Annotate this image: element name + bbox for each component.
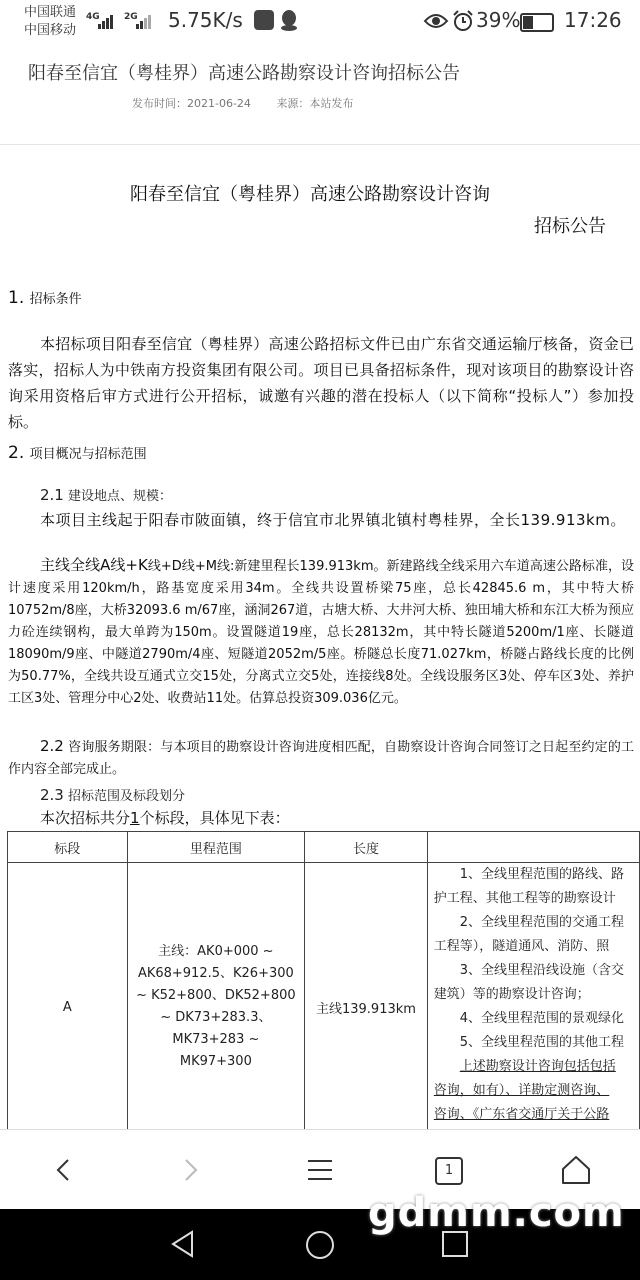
- section-1-text: 本招标项目阳春至信宜（粤桂界）高速公路招标文件已由广东省交通运输厅核备，资金已落实，招标人为中铁南方投资集团有限公司。项目已具备招标条件，现对该项目的勘察设计咨询采用资格后审方式进行公开招标，诚邀有兴趣的潜在投标人（以下简称“投标人”）参加投标。: [8, 335, 634, 431]
- cell-scope: [427, 863, 639, 1152]
- network-type-2: 2G: [124, 12, 138, 22]
- scope-line: 4、全线里程范围的景观绿化: [459, 1011, 625, 1026]
- alarm-icon: [452, 10, 474, 32]
- header-range: 里程范围: [127, 832, 305, 863]
- scope-line: 5、全线里程范围的其他工程: [459, 1035, 625, 1050]
- table-row: [8, 863, 640, 1152]
- table-header-row: [8, 832, 640, 863]
- scope-line: 1、全线里程范围的路线、路: [459, 867, 625, 882]
- scope-line: 3、全线里程沿线设施（含交: [459, 963, 625, 978]
- scope-line: 上述勘察设计咨询包括包括: [459, 1059, 616, 1074]
- nav-back-icon[interactable]: [168, 1229, 198, 1259]
- network-type-1: 4G: [86, 12, 100, 22]
- home-button[interactable]: [558, 1152, 594, 1188]
- carrier-1: 中国联通: [24, 5, 77, 20]
- status-bar: [0, 0, 640, 44]
- publish-date: 发布时间：2021-06-24: [132, 97, 251, 110]
- document-subtitle: 招标公告: [534, 216, 606, 237]
- scope-line: 护工程、其他工程等的勘察设计: [433, 891, 616, 906]
- scope-line: 咨询、《广东省交通厅关于公路: [433, 1107, 610, 1122]
- carrier-labels: [24, 4, 76, 40]
- bid-table: [7, 831, 640, 1152]
- signal-icon-1: [98, 10, 114, 29]
- cell-length: 主线139.913km: [305, 863, 428, 1152]
- tab-count: 1: [435, 1157, 463, 1185]
- article-content[interactable]: [0, 145, 640, 1129]
- section-2-1-text: 本项目主线起于阳春市陂面镇，终于信宜市北界镇北镇村粤桂界，全长139.913km。: [40, 511, 626, 529]
- cell-lot: A: [8, 863, 128, 1152]
- nav-home-icon[interactable]: [304, 1229, 336, 1261]
- eye-comfort-icon: [424, 12, 448, 30]
- clock: 17:26: [564, 8, 622, 32]
- section-2-3-text: 本次招标共分1个标段，具体见下表：: [40, 809, 290, 827]
- document-title: 阳春至信宜（粤桂界）高速公路勘察设计咨询: [130, 184, 490, 205]
- scope-line: 工程等），隧道通风、消防、照: [433, 939, 610, 954]
- back-button[interactable]: [46, 1152, 82, 1188]
- header-length: 长度: [305, 832, 428, 863]
- section-2-1-detail: 主线全线A线+K线+D线+M线:新建里程长139.913km。新建路线全线采用六车道高速公路标准，设计速度采用120km/h，路基宽度采用34m。全线共设置桥梁75座，总长42845.6 m，其中特大桥10752m/8座，大桥32093.6 m/67座，涵洞267道，古塘大桥、大井河大桥、独田埔大桥和东江大桥为预应力砼连续钢构，最大单跨为150m。设置隧道19座，总长28132m，其中特长隧道5200m/1座、长隧道18090m/9座、中隧道2790m/4座、短隧道2052m/5座。桥隧总长度71.027km，桥隧占路线长度的比例为50.77%，全线共设互通式立交15处，分离式立交5处，连接线8处。全线设服务区3处、停车区3处、养护工区3处、管理分中心2处、收费站11处。估算总投资309.036亿元。: [8, 556, 634, 706]
- signal-icon-2: [136, 10, 152, 29]
- header-lot: 标段: [8, 832, 128, 863]
- section-2-1-heading: 2.1 建设地点、规模：: [40, 486, 173, 504]
- article-meta: [132, 95, 375, 111]
- forward-button[interactable]: [172, 1152, 208, 1188]
- scope-line: 2、全线里程范围的交通工程: [459, 915, 625, 930]
- watermark: gdmm.com: [368, 1190, 625, 1236]
- source-label: 来源：本站发布: [276, 97, 354, 110]
- qq-icon: [280, 9, 298, 31]
- tabs-button[interactable]: [430, 1152, 466, 1188]
- section-2-heading: 2. 项目概况与招标范围: [8, 443, 147, 463]
- section-2-2-text: 2.2 咨询服务期限：与本项目的勘察设计咨询进度相匹配，自勘察设计咨询合同签订之日起至约定的工作内容全部完成止。: [8, 737, 634, 777]
- huawei-app-icon: [254, 10, 274, 30]
- menu-button[interactable]: [302, 1152, 338, 1188]
- scope-line: 咨询，如有）、详勘定测咨询、: [433, 1083, 610, 1098]
- network-speed: 5.75K/s: [168, 8, 243, 32]
- cell-range: 主线：AK0+000 ~ AK68+912.5、K26+300 ~ K52+800、DK52+800 ~ DK73+283.3、MK73+283 ~ MK97+300: [127, 863, 305, 1152]
- article-header: [0, 44, 640, 144]
- scope-line: 建筑）等的勘察设计咨询；: [433, 987, 590, 1002]
- carrier-2: 中国移动: [24, 23, 77, 38]
- header-scope: [427, 832, 639, 863]
- battery-icon: [520, 13, 554, 32]
- page-title: 阳春至信宜（粤桂界）高速公路勘察设计咨询招标公告: [28, 63, 460, 84]
- section-2-3-heading: 2.3 招标范围及标段划分: [40, 786, 186, 804]
- section-1-heading: 1. 招标条件: [8, 288, 82, 308]
- battery-percent: 39%: [476, 8, 521, 32]
